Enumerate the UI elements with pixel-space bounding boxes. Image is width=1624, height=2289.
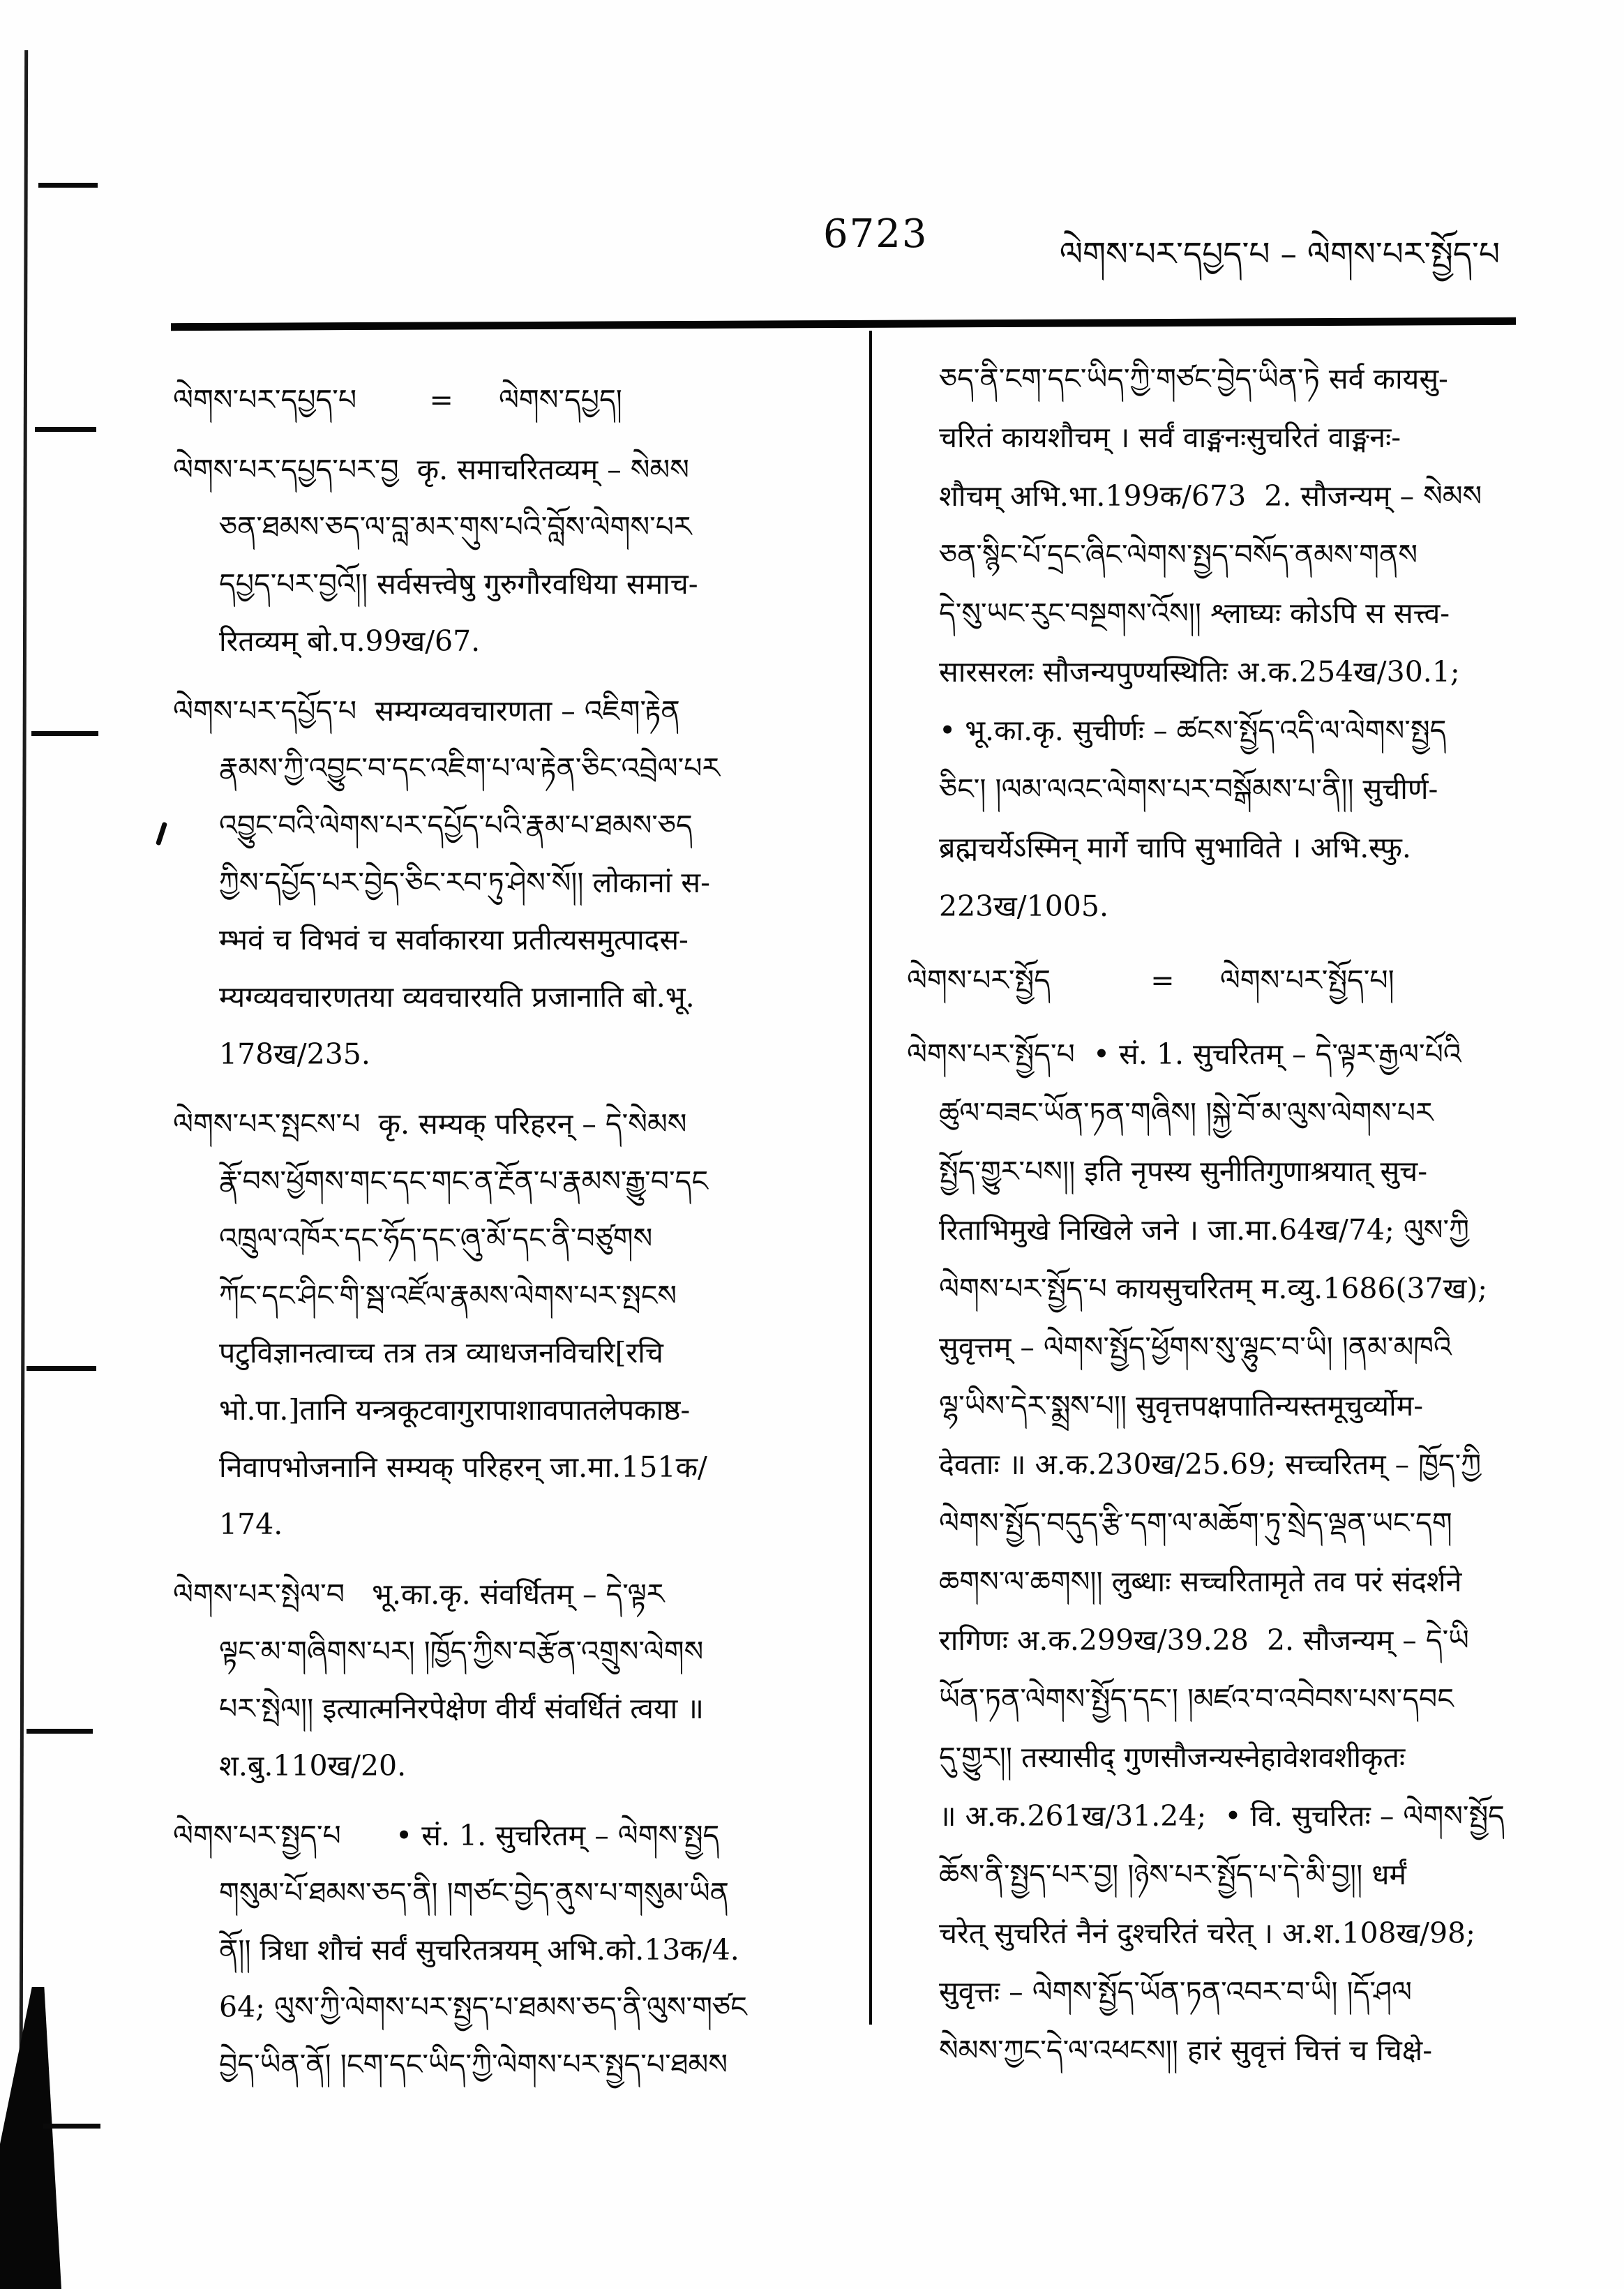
text-line: भो.पा.]तानि यन्त्रकूटवागुरापाशावपातलेपकाष्ठ- [219,1393,691,1427]
text-line: चरेत् सुचरितं नैनं दुश्चरितं चरेत् । अ.श.108ख/98; [939,1916,1475,1950]
text-line: བྱེད་ཡིན་ནོ། །ངག་དང་ཡིད་ཀྱི་ལེགས་པར་སྤྱད་པ་ཐམས [219,2048,728,2081]
text-line: སེམས་ཀྱང་དེ་ལ་འཕངས།། हारं सुवृत्तं चित्तं च चिक्षे- [939,2034,1433,2067]
text-line: ཅན་སྙིང་པོ་དྲང་ཞིང་ལེགས་སྤྱད་བསོད་ནམས་གནས [939,538,1418,571]
dictionary-entry [173,371,787,428]
text-line: सुवृत्तः – ལེགས་སྤྱོད་ཡོན་ཏན་འབར་བ་ཡི། །དོ་ཤལ [939,1975,1412,2009]
text-line: ནོ།། त्रिधा शौचं सर्वं सुचरितत्रयम् अभि.को.13क/4. [219,1933,739,1967]
entry-headword-line: ལེགས་པར་དཔྱད་པ = ལེགས་དཔྱད། [173,383,622,416]
text-line: གསུམ་པོ་ཐམས་ཅད་ནི། །གཙང་བྱེད་ནུས་པ་གསུམ་ཡིན [219,1876,730,1909]
entry-headword-line: ལེགས་པར་སྤངས་པ कृ. सम्यक् परिहरन् – དེ་སེམས [173,1107,687,1141]
header-rule [171,317,1516,331]
binding-edge-artifact [19,50,28,2289]
text-line: ཀོང་དང་ཤིང་གི་སྦ་འཛོལ་རྣམས་ལེགས་པར་སྤངས [219,1279,677,1312]
binding-tick-mark [27,1366,96,1371]
text-line: འཁྲུལ་འཁོར་དང་ཧོད་དང་ཞུ་མོ་དང་ནི་བཙུགས [219,1222,653,1255]
dictionary-entry [173,682,787,1083]
text-line: ལྷ་ཡིས་དེར་སྨྲས་པ།། सुवृत्तपक्षपातिन्यस्तमूचुर्व्योम- [939,1389,1424,1423]
binding-tick-mark [43,2124,100,2129]
text-line: ལེགས་སྤྱོད་བདུད་རྩི་དག་ལ་མཆོག་ཏུ་སྲེད་ལྡན་ཡང་དག [939,1506,1452,1540]
binding-corner-blotch [0,1987,61,2289]
text-line: 174. [219,1508,283,1541]
text-line: देवताः ॥ अ.क.230ख/25.69; सच्चरितम् – ཁྱོད་ཀྱི [939,1448,1482,1481]
dictionary-entry [907,1025,1521,2080]
text-line: སྤྱོད་གྱུར་པས།། इति नृपस्य सुनीतिगुणाश्रयात् सुच- [939,1155,1428,1188]
text-line: म्यग्व्यवचारणतया व्यवचारयति प्रजानाति बो.भू. [219,980,695,1014]
binding-tick-mark [27,1729,93,1734]
column-divider [869,331,872,2025]
text-line: རྣོ་བས་ཕྱོགས་གང་དང་གང་ན་རྔོན་པ་རྣམས་རྒྱུ་བ་དང [219,1164,709,1198]
text-line: དེ་སུ་ཡང་རུང་བསྔགས་འོས།། श्लाघ्यः कोऽपि स सत्त्व- [939,596,1450,630]
binding-tick-mark [38,183,98,188]
text-line: ॥ अ.क.261ख/31.24; • वि. सुचरितः – ལེགས་སྤྱོད [939,1799,1505,1833]
binding-tick-mark [35,427,96,432]
text-line: पटुविज्ञानत्वाच्च तत्र तत्र व्याधजनविचरि[रचि [219,1336,663,1369]
text-line: ब्रह्मचर्येऽस्मिन् मार्गे चापि सुभाविते । अभि.स्फु. [939,831,1411,864]
text-line: ཆོས་ནི་སྤྱད་པར་བྱ། །ཉེས་པར་སྤྱོད་པ་དེ་མི་བྱ།། धर्मं [939,1858,1406,1891]
page-number: 6723 [823,211,928,257]
text-line: རྣམས་ཀྱི་འབྱུང་བ་དང་འཇིག་པ་ལ་རྟེན་ཅིང་འབྲེལ་པར [219,751,721,785]
text-line: དུ་གྱུར།། तस्यासीद् गुणसौजन्यस्नेहावेशवशीकृतः [939,1741,1406,1774]
text-line: ཚུལ་བཟང་ཡོན་ཏན་གཞིས། །སྐྱེ་བོ་མ་ལུས་ལེགས་པར [939,1096,1434,1130]
text-line: 64; ལུས་ཀྱི་ལེགས་པར་སྤྱད་པ་ཐམས་ཅད་ནི་ལུས་གཙང [219,1990,747,2024]
text-line: ལེགས་པར་སྤྱོད་པ कायसुचरितम् म.व्यु.1686(37ख); [939,1272,1488,1305]
text-line: ཀྱིས་དཔྱོད་པར་བྱེད་ཅིང་རབ་ཏུ་ཤེས་སོ།། लोकानां स- [219,866,710,899]
text-line: དཔྱད་པར་བྱའོ།། सर्वसत्त्वेषु गुरुगौरवधिया समाच- [219,567,698,601]
entry-headword-line: ལེགས་པར་སྤྱོད་པ • सं. 1. सुचरितम् – དེ་ལྟར་རྒྱལ་པོའི [907,1037,1461,1071]
text-line: चरितं कायशौचम् । सर्वं वाङ्मनःसुचरितं वाङ्मनः- [939,421,1401,454]
dictionary-entry [173,1807,787,2093]
dictionary-entry [173,1095,787,1553]
right-column [907,350,1521,2095]
text-line: रागिणः अ.क.299ख/39.28 2. सौजन्यम् – དེ་ཡི [939,1623,1469,1657]
stray-scan-mark [156,822,167,846]
text-line: ཡོན་ཏན་ལེགས་སྤྱོད་དང་། །མཛའ་བ་འབེབས་པས་དབང [939,1682,1454,1716]
text-line: 178ख/235. [219,1037,370,1071]
binding-tick-mark [31,731,98,736]
entry-headword-line: ལེགས་པར་དཔྱད་པར་བྱ कृ. समाचरितव्यम् – སེམས [173,453,689,486]
text-line: ཅན་ཐམས་ཅད་ལ་བླ་མར་གུས་པའི་བློས་ལེགས་པར [219,510,692,543]
entry-headword-line: ལེགས་པར་སྤེལ་བ भू.का.कृ. संवर्धितम् – དེ་ལྟར [173,1577,665,1611]
text-line: सारसरलः सौजन्यपुण्यस्थितिः अ.क.254ख/30.1; [939,655,1460,689]
text-line: म्भवं च विभवं च सर्वाकारया प्रतीत्यसमुत्पादस- [219,923,689,956]
text-line: सुवृत्तम् – ལེགས་སྤྱོད་ཕྱོགས་སུ་ལྷུང་བ་ཡི། །ནམ་མཁའི [939,1330,1452,1364]
text-line: रिताभिमुखे निखिले जने । जा.मा.64ख/74; ལུས་ཀྱི [939,1213,1469,1247]
text-line: པར་སྤེལ།། इत्यात्मनिरपेक्षेण वीर्यं संवर्धितं त्वया ॥ [219,1692,704,1725]
text-line: शौचम् अभि.भा.199क/673 2. सौजन्यम् – སེམས [939,479,1482,513]
dictionary-entry [173,441,787,670]
text-line: 223ख/1005. [939,890,1108,923]
text-line: रितव्यम् बो.प.99ख/67. [219,624,481,658]
running-head: ལེགས་པར་དཔྱད་པ – ལེགས་པར་སྤྱོད་པ [1059,235,1500,273]
text-line: निवापभोजनानि सम्यक् परिहरन् जा.मा.151क/ [219,1450,707,1484]
dictionary-entry [907,350,1521,936]
dictionary-entry [907,951,1521,1010]
entry-headword-line: ལེགས་པར་སྤྱད་པ • सं. 1. सुचरितम् – ལེགས་སྤྱད [173,1819,720,1852]
text-line: ཅད་ནི་ངག་དང་ཡིད་ཀྱི་གཙང་བྱེད་ཡིན་ཏེ सर्व कायसु- [939,362,1448,396]
text-line: འབྱུང་བའི་ལེགས་པར་དཔྱོད་པའི་རྣམ་པ་ཐམས་ཅད [219,809,693,842]
entry-headword-line: ལེགས་པར་དཔྱོད་པ सम्यग्व्यवचारणता – འཇིག་རྟེན [173,694,680,728]
dictionary-entry [173,1566,787,1794]
text-line: श.बु.110ख/20. [219,1749,407,1783]
text-line: ཅིང་། །ལམ་ལའང་ལེགས་པར་བསྒོམས་པ་ནི།། सुचीर्ण- [939,772,1438,806]
text-line: • भू.का.कृ. सुचीर्णः – ཚངས་སྤྱོད་འདི་ལ་ལེགས་སྤྱད [939,714,1447,747]
text-line: ཆགས་ལ་ཆགས།། लुब्धाः सच्चरितामृते तव परं संदर्शने [939,1565,1462,1598]
entry-headword-line: ལེགས་པར་སྤྱོད = ལེགས་པར་སྤྱོད་པ། [907,963,1394,997]
text-line: ལྟང་མ་གཞིགས་པར། །ཁྱོད་ཀྱིས་བརྩོན་འགྲུས་ལེགས [219,1635,704,1668]
left-column [173,371,787,2106]
